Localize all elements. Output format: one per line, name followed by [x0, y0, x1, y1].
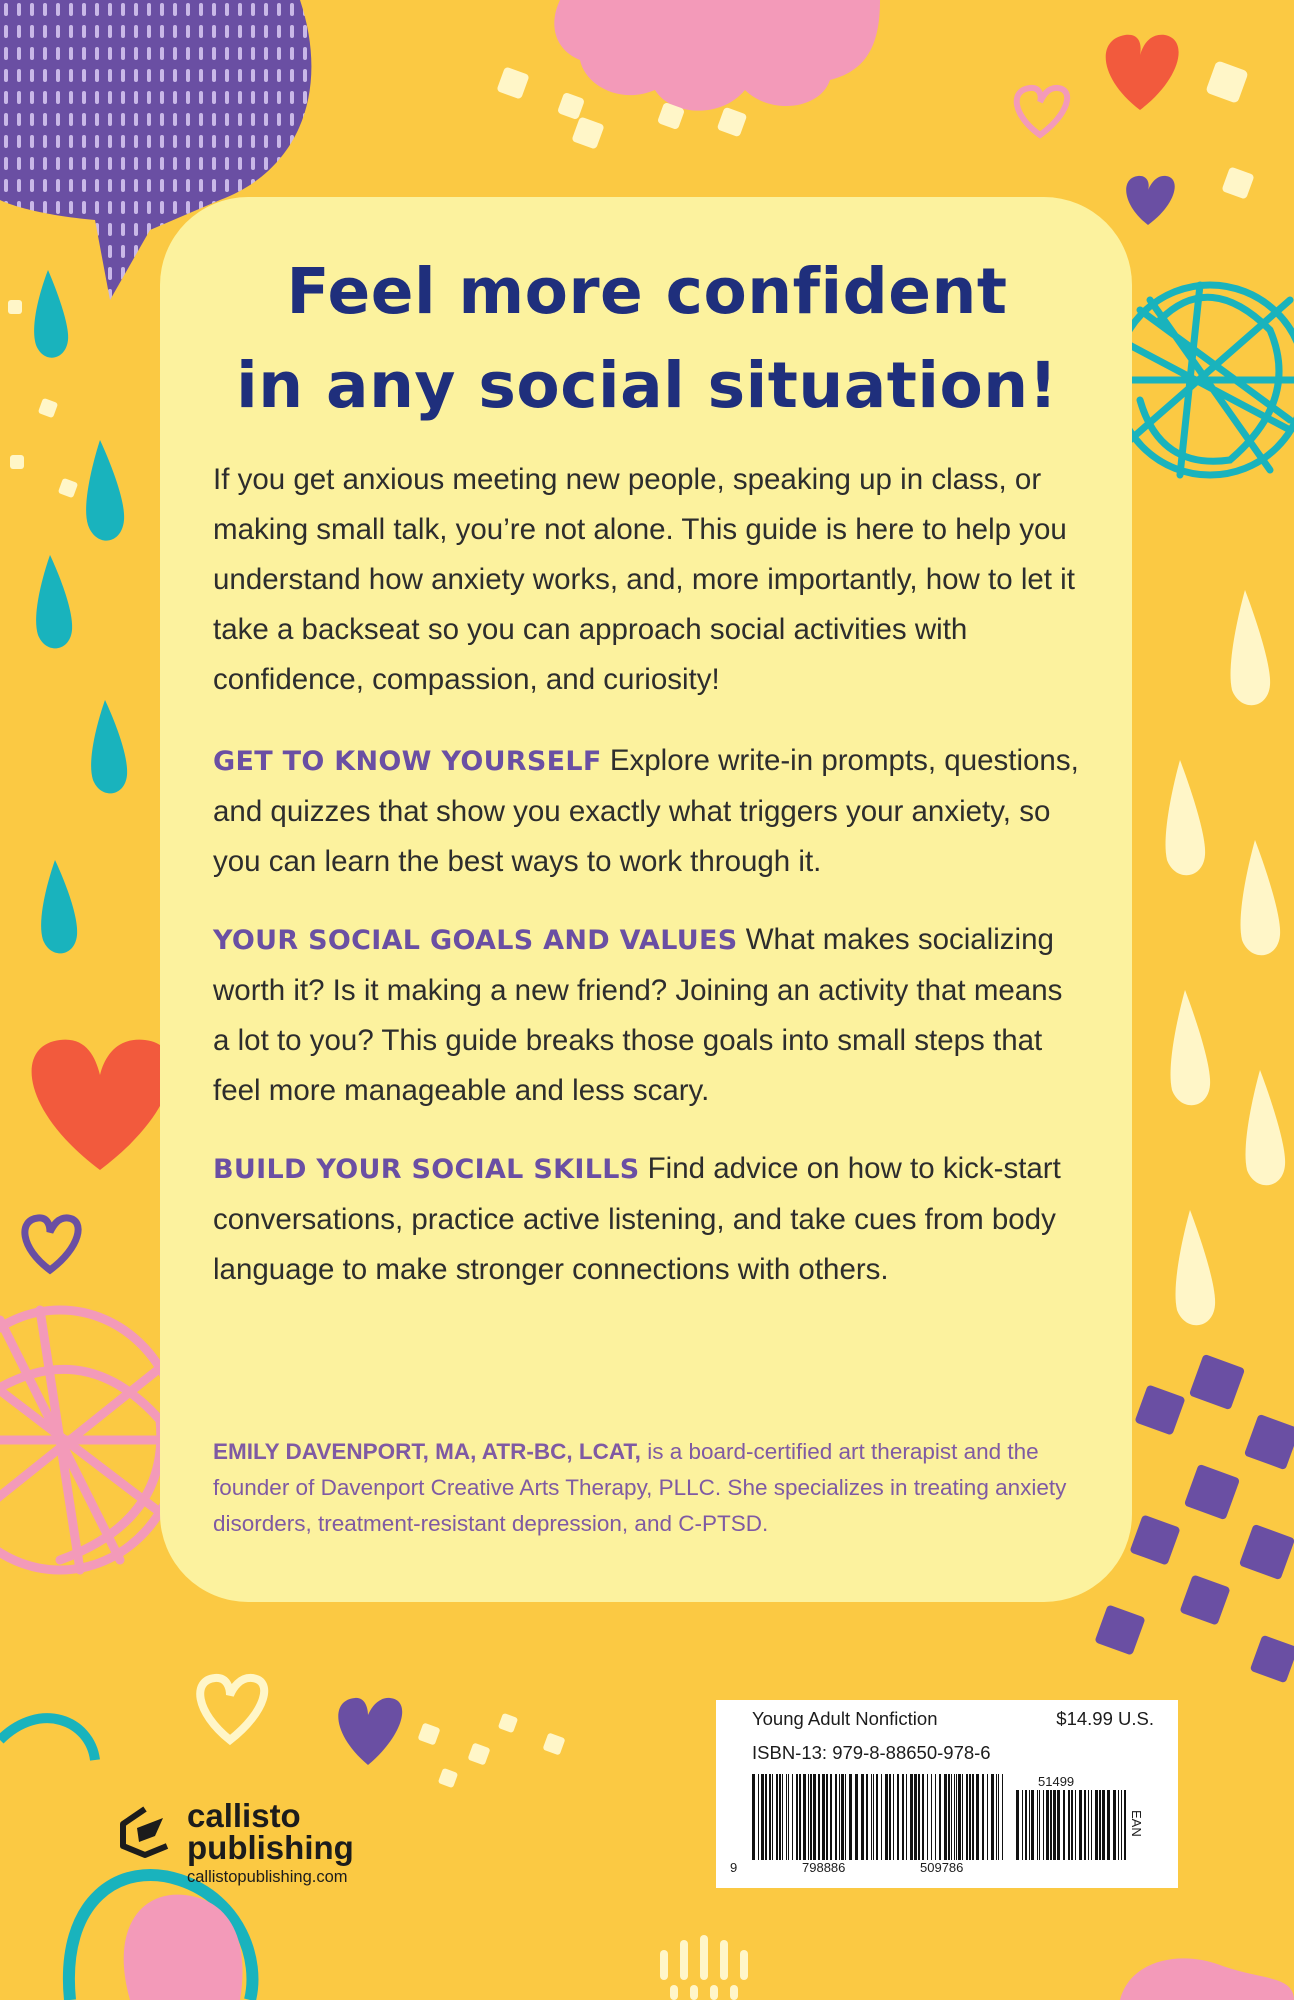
red-heart-shape [32, 1040, 172, 1170]
author-name: EMILY DAVENPORT, MA, ATR-BC, LCAT, [213, 1439, 641, 1464]
barcode-bar [1031, 1790, 1034, 1860]
section-body: Find advice on how to kick-start conversations, practice active listening, and take cues from body language to make stronger connections with others. [213, 1152, 1061, 1286]
barcode-bar [939, 1774, 941, 1860]
barcode-bar [782, 1774, 783, 1860]
barcode-bar [954, 1774, 955, 1860]
cream-drops [1166, 590, 1286, 1325]
barcode-bar [1099, 1790, 1101, 1860]
barcode-bar [931, 1774, 932, 1860]
barcode-bar [1029, 1790, 1030, 1860]
barcode-bar [951, 1774, 952, 1860]
cream-square [1205, 60, 1249, 104]
section-goals-values [213, 915, 1083, 1116]
barcode-bar [1039, 1790, 1040, 1860]
barcode-bar [1095, 1790, 1098, 1860]
purple-heart-shape [338, 1698, 402, 1765]
barcode-bar [1057, 1790, 1060, 1860]
barcode-bar [808, 1774, 809, 1860]
barcode-bar [889, 1774, 891, 1860]
barcode-bar [987, 1774, 988, 1860]
barcode-bar [966, 1774, 968, 1860]
barcode-box [716, 1700, 1178, 1888]
cream-square [557, 92, 585, 120]
barcode-bar [779, 1774, 781, 1860]
barcode-bar [873, 1774, 874, 1860]
barcode-bar [918, 1774, 920, 1860]
intro-paragraph: If you get anxious meeting new people, speaking up in class, or making small talk, you’re not alone. This guide is here to help you understand how anxiety works, and, more importantly, how to let it take a backseat so you can approach social activities with confidence, compassion, and curiosity! [213, 463, 1075, 696]
pink-cloud-shape [554, 0, 880, 111]
barcode-bar [969, 1774, 971, 1860]
barcode-addon [1016, 1790, 1128, 1860]
barcode-digits-right: 509786 [920, 1860, 964, 1875]
section-body: What makes socializing worth it? Is it making a new friend? Joining an activity that means a lot to you? This guide breaks those goals into small steps that feel more manageable and less scary. [213, 923, 1063, 1107]
barcode-bar [935, 1774, 936, 1860]
section-heading: GET TO KNOW YOURSELF [213, 746, 602, 777]
barcode-bar [976, 1774, 979, 1860]
cream-square [571, 116, 604, 149]
barcode-bar [998, 1774, 999, 1860]
barcode-bar [956, 1774, 957, 1860]
barcode-bar [1016, 1790, 1019, 1860]
barcode-bar [835, 1774, 837, 1860]
barcode-bar [818, 1774, 820, 1860]
headline-line-2: in any social situation! [236, 349, 1058, 422]
barcode-bar [1071, 1790, 1073, 1860]
section-body: Explore write-in prompts, questions, and quizzes that show you exactly what triggers your anxiety, so you can learn the best ways to work through it. [213, 744, 1079, 878]
barcode-bar [822, 1774, 825, 1860]
publisher-url: callistopublishing.com [187, 1868, 348, 1886]
barcode-main [752, 1774, 1004, 1860]
cream-squares-bottom [417, 1713, 565, 1789]
barcode-bar [1068, 1790, 1070, 1860]
barcode-bar [1075, 1790, 1076, 1860]
barcode-bar [1022, 1790, 1023, 1860]
barcode-bar [761, 1774, 764, 1860]
barcode-bar [902, 1774, 904, 1860]
section-know-yourself [213, 736, 1083, 887]
barcode-bar [855, 1774, 858, 1860]
barcode-bar [982, 1774, 984, 1860]
barcode-bar [910, 1774, 913, 1860]
barcode-bar [1124, 1790, 1126, 1860]
barcode-bar [881, 1774, 882, 1860]
section-heading: BUILD YOUR SOCIAL SKILLS [213, 1154, 640, 1185]
pink-outline-heart-shape [1017, 88, 1067, 135]
barcode-bar [830, 1774, 832, 1860]
barcode-bar [958, 1774, 961, 1860]
callisto-logo-icon [115, 1806, 175, 1858]
barcode-bar [906, 1774, 907, 1860]
cream-square [717, 107, 748, 138]
book-category: Young Adult Nonfiction [752, 1708, 938, 1729]
barcode-bar [1121, 1790, 1122, 1860]
barcode-bar [927, 1774, 928, 1860]
barcode-bar [1091, 1790, 1092, 1860]
publisher-name-line-2: publishing [187, 1829, 354, 1866]
barcode-bar [1088, 1790, 1089, 1860]
barcode-bar [1079, 1790, 1082, 1860]
purple-outline-heart-shape [25, 1218, 78, 1270]
barcode-bar [1063, 1790, 1065, 1860]
barcode-bar [991, 1774, 994, 1860]
barcode-bar [922, 1774, 924, 1860]
barcode-bar [826, 1774, 828, 1860]
barcode-bar [1002, 1774, 1003, 1860]
book-price: $14.99 U.S. [1056, 1708, 1154, 1729]
section-heading: YOUR SOCIAL GOALS AND VALUES [213, 925, 738, 956]
barcode-bar [841, 1774, 844, 1860]
barcode-bar [871, 1774, 872, 1860]
barcode-bar [1050, 1790, 1052, 1860]
barcode-bar [1046, 1790, 1049, 1860]
barcode-bar [810, 1774, 812, 1860]
barcode-bar [765, 1774, 767, 1860]
barcode-digits-left: 798886 [802, 1860, 846, 1875]
barcode-bar [839, 1774, 840, 1860]
isbn: ISBN-13: 979-8-88650-978-6 [752, 1742, 991, 1763]
barcode-bar [1102, 1790, 1105, 1860]
publisher-name-line-1: callisto [187, 1797, 301, 1834]
barcode-bar [799, 1774, 801, 1860]
barcode-bar [776, 1774, 778, 1860]
barcode-bar [758, 1774, 759, 1860]
barcode-bar [788, 1774, 789, 1860]
barcode-bar [796, 1774, 798, 1860]
barcode-bar [792, 1774, 793, 1860]
barcode-digit-first: 9 [730, 1860, 738, 1875]
section-social-skills [213, 1144, 1083, 1295]
cream-outline-heart-shape [200, 1678, 264, 1740]
barcode-bar [948, 1774, 950, 1860]
barcode-bar [1107, 1790, 1110, 1860]
headline-line-1: Feel more confident [286, 255, 1008, 328]
teal-arc-shape [0, 1718, 95, 1760]
barcode-bar [786, 1774, 787, 1860]
ean5-number: 51499 [1038, 1774, 1075, 1789]
barcode-bar [866, 1774, 868, 1860]
barcode-bar [1025, 1790, 1027, 1860]
barcode-bar [1118, 1790, 1119, 1860]
cream-square [1221, 166, 1254, 199]
cream-dash-cluster [660, 1935, 748, 2000]
ean-label: EAN [1129, 1810, 1144, 1837]
pink-blob-shape [1120, 1958, 1294, 2000]
barcode-bar [962, 1774, 963, 1860]
barcode-bar [944, 1774, 947, 1860]
barcode-bar [972, 1774, 974, 1860]
barcode-bar [996, 1774, 997, 1860]
barcode-bar [849, 1774, 852, 1860]
barcode-bar [897, 1774, 899, 1860]
barcode-bar [893, 1774, 894, 1860]
pink-scribble-ball [0, 1310, 180, 1570]
publisher-logo [115, 1798, 415, 1888]
red-heart-shape [1106, 35, 1179, 110]
barcode-bar [914, 1774, 917, 1860]
cream-square [496, 66, 529, 99]
barcode-bar [885, 1774, 888, 1860]
barcode-bar [1084, 1790, 1086, 1860]
barcode-bar [845, 1774, 846, 1860]
barcode-bar [1113, 1790, 1116, 1860]
barcode-bar [1043, 1790, 1044, 1860]
author-bio [213, 1434, 1093, 1542]
author-bio-text: is a board-certified art therapist and the founder of Davenport Creative Arts Therapy, PLLC. She specializes in treating anxiety disorders, treatment-resistant depression, and C-PTSD. [213, 1439, 1067, 1536]
barcode-bar [876, 1774, 878, 1860]
barcode-bar [1037, 1790, 1038, 1860]
barcode-bar [772, 1774, 773, 1860]
barcode-bar [752, 1774, 755, 1860]
purple-heart-shape [1126, 176, 1175, 225]
barcode-bar [769, 1774, 771, 1860]
barcode-bar [803, 1774, 806, 1860]
barcode-bar [1053, 1790, 1056, 1860]
barcode-bar [813, 1774, 816, 1860]
headline [0, 245, 1294, 433]
barcode-bar [861, 1774, 864, 1860]
